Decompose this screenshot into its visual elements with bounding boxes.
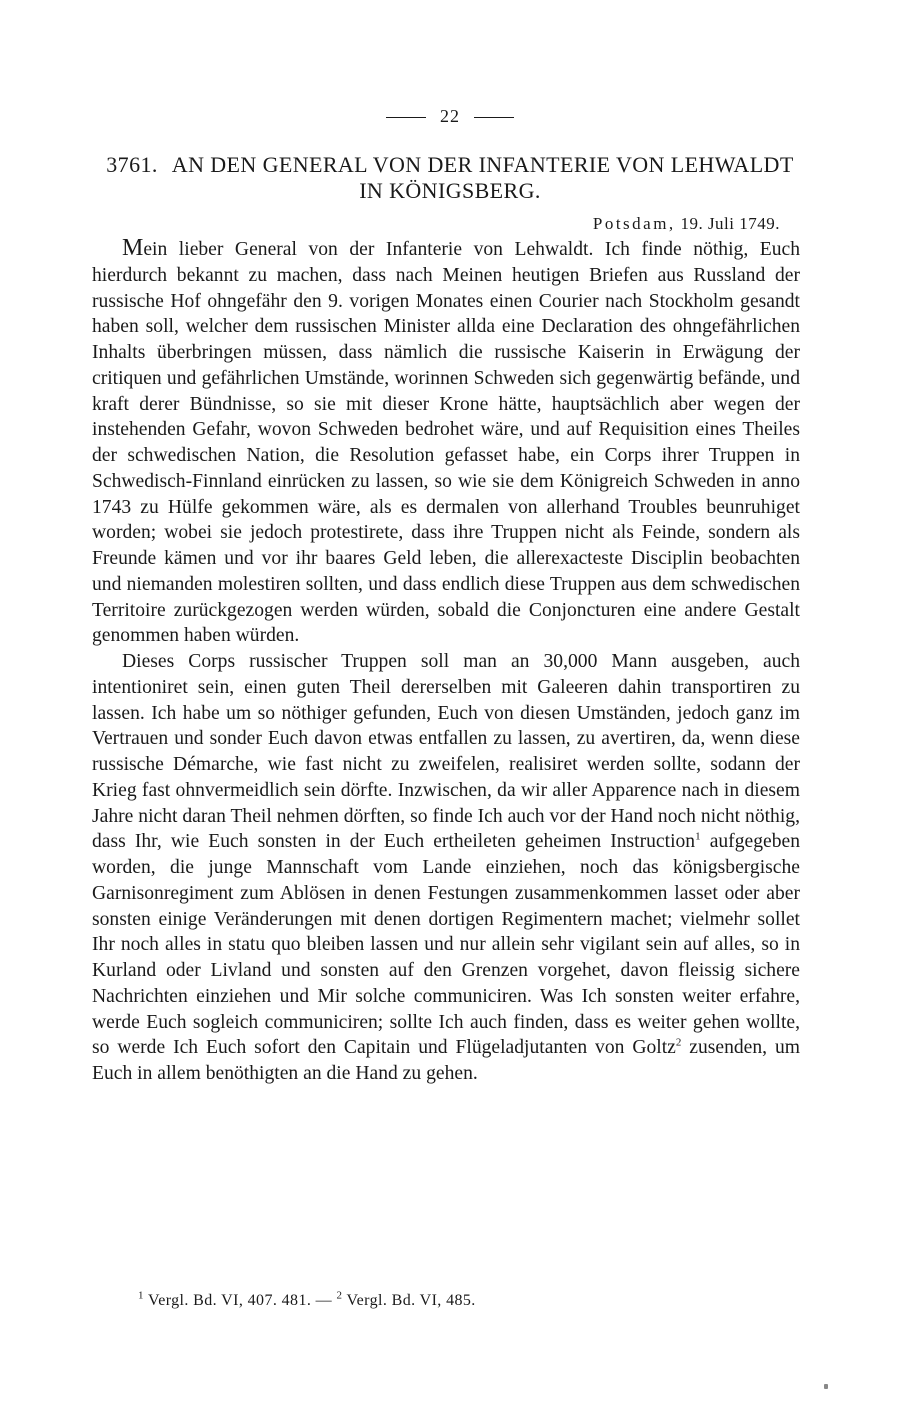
dateline: [593, 214, 780, 234]
paragraph-2-text-b: aufgegeben worden, die junge Mannschaft vom Lande einziehen, noch das königsbergische Garnisonregiment zum Ablösen in denen Festungen zusammenkommen lasset oder aber sonsten einige Veränderungen mit denen dortigen Regimentern machet; vielmehr sollet Ihr noch alles in statu quo bleiben lassen und nur allein sehr vigilant sein auf alles, so in Kurland oder Livland und sonsten auf den Grenzen vorgehet, davon fleissig sichere Nachrichten einziehen und Mir solche communiciren. Was Ich sonsten weiter erfahre, werde Euch sogleich communiciren; sollte Ich auch finden, dass es weiter gehen wollte, so werde Ich Euch sofort den Capitain und Flügeladjutanten von Goltz: [92, 831, 800, 1059]
footnote-ref-2[interactable]: 2: [675, 1036, 682, 1049]
body-paragraph-1: [92, 236, 800, 649]
footnote-1-mark: 1: [138, 1289, 144, 1302]
paragraph-1-text: ein lieber General von der Infanterie von Lehwaldt. Ich finde nöthig, Euch hierdurch bekannt zu machen, dass nach Meinen heutigen Briefen aus Russland der russische Hof ohngefähr den 9. vorigen Monates einen Courier nach Stockholm gesandt haben soll, welcher dem russischen Minister allda eine Declaration des ohngefährlichen Inhalts überbringen müssen, dass nämlich die russische Kaiserin in Erwägung der critiquen und gefährlichen Umstände, worinnen Schweden sich gegenwärtig befände, und kraft derer Bündnisse, so sie mit dieser Krone hätte, hauptsächlich aber wegen der instehenden Gefahr, wovon Schweden bedrohet wäre, und auf Requisition eines Theiles der schwedischen Nation, die Resolution gefasset habe, ein Corps ihrer Truppen in Schwedisch-Finnland einrücken zu lassen, so wie sie dem Königreich Schweden in anno 1743 zu Hülfe gekommen wäre, als es dermalen von allerhand Troubles beunruhiget worden; wobei sie jedoch protestirete, dass ihre Truppen nicht als Feinde, sondern als Freunde kämen und vor ihr baares Geld leben, die allerexacteste Disciplin beobachten und niemanden molestiren sollten, und dass endlich diese Truppen aus dem schwedischen Territoire zurückgezogen werden würden, sobald die Conjoncturen eine andere Gestalt genommen haben würden.: [92, 239, 800, 647]
dateline-date: 19. Juli 1749.: [680, 214, 780, 233]
body-paragraph-2: [92, 649, 800, 1087]
letter-heading: [100, 152, 800, 204]
print-speck: [824, 1384, 828, 1389]
footnote-2-text: Vergl. Bd. VI, 485.: [342, 1292, 476, 1309]
paragraph-2-text-c: zusenden, um Euch in allem benöthigten an die Hand zu gehen.: [92, 1037, 800, 1084]
page-number-dash-right: [474, 117, 514, 118]
dateline-place: Potsdam,: [592, 214, 676, 233]
footnote-1-text: Vergl. Bd. VI, 407. 481. —: [143, 1292, 337, 1309]
letter-number: 3761.: [106, 152, 158, 177]
footnote-2-mark: 2: [336, 1289, 343, 1302]
footnote-ref-1[interactable]: 1: [695, 830, 701, 843]
paragraph-2-text-a: Dieses Corps russischer Truppen soll man an 30,000 Mann ausgeben, auch intentioniret sein, einen guten Theil dererselben mit Galeeren dahin transportiren zu lassen. Ich habe um so nöthiger gefunden, Euch von diesen Umständen, jedoch ganz im Vertrauen und sonder Euch davon etwas entfallen zu lassen, zu avertiren, da, wenn diese russische Démarche, wie fast nicht zu zweifelen, realisiret werden sollte, sodann der Krieg fast ohnvermeidlich sein dörfte. Inzwischen, da wir aller Apparence nach in diesem Jahre nicht daran Theil nehmen dörften, so finde Ich auch vor der Hand noch nicht nöthig, dass Ihr, wie Euch sonsten in der Euch ertheileten geheimen Instruction: [92, 651, 800, 853]
page-number-text: 22: [440, 106, 460, 126]
page-number: [0, 106, 900, 127]
letter-heading-text: AN DEN GENERAL VON DER INFANTERIE VON LEHWALDT IN KÖNIGSBERG.: [171, 152, 794, 203]
footnotes: [138, 1289, 476, 1310]
letter-body: [92, 236, 800, 1087]
paragraph-initial: M: [122, 235, 144, 261]
page-number-dash-left: [386, 117, 426, 118]
